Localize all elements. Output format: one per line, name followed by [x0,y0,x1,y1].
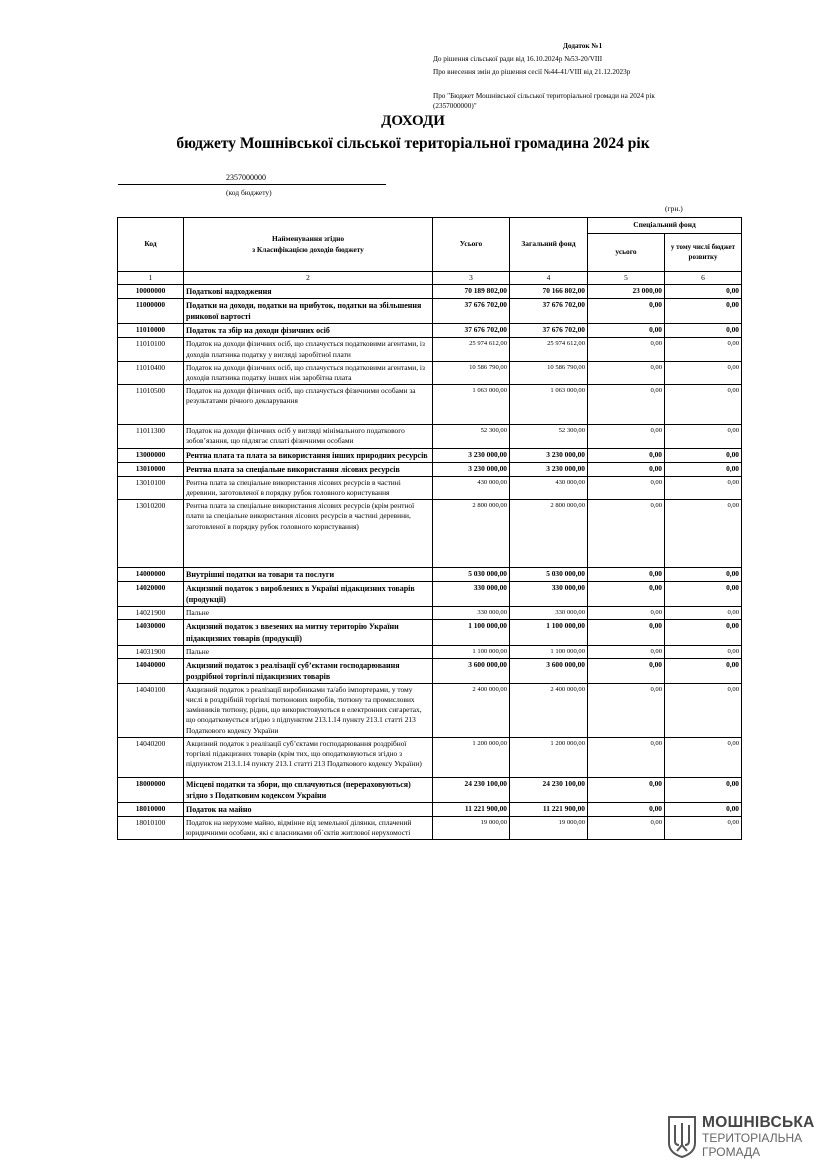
header-name [184,218,433,272]
revenue-table [117,217,742,840]
row-name: Акцизний податок з вироблених в Україні підакцизних товарів (продукції) [184,582,433,607]
row-name: Податкові надходження [184,285,433,299]
row-general-fund: 2 800 000,00 [510,500,588,568]
currency-label: (грн.) [665,204,683,213]
page-subtitle: бюджету Мошнівської сільської територіальної громадина 2024 рік [176,135,650,152]
row-total: 1 200 000,00 [433,737,510,777]
row-development-budget: 0,00 [665,448,742,462]
row-special-fund: 0,00 [588,777,665,802]
row-code: 13000000 [118,448,184,462]
decision-line: До рішення сільської ради від 16.10.2024р №53-20/VIII [433,55,603,63]
row-development-budget: 0,00 [665,777,742,802]
row-development-budget: 0,00 [665,817,742,840]
table-row [118,385,742,425]
row-special-fund: 0,00 [588,568,665,582]
row-general-fund: 52 300,00 [510,425,588,448]
row-code: 14040100 [118,683,184,737]
row-special-fund: 0,00 [588,817,665,840]
row-code: 14040200 [118,737,184,777]
row-name: Податки на доходи, податки на прибуток, податки на збільшення ринкової вартості [184,299,433,324]
row-development-budget: 0,00 [665,568,742,582]
table-row [118,500,742,568]
row-total: 3 230 000,00 [433,462,510,476]
row-name: Акцизний податок з реалізації суб’єктами господарювання роздрібної торгівлі підакцизних товарів (крім тих, що оподатковуються згідно з підпунктом 213.1.14 пункту 213.1 статті 213 Податкового кодексу України) [184,737,433,777]
table-row [118,777,742,802]
row-code: 11000000 [118,299,184,324]
row-name: Внутрішні податки на товари та послуги [184,568,433,582]
row-total: 37 676 702,00 [433,324,510,338]
table-row [118,582,742,607]
row-code: 13010000 [118,462,184,476]
row-total: 1 100 000,00 [433,645,510,658]
row-total: 19 000,00 [433,817,510,840]
table-row [118,448,742,462]
table-row [118,737,742,777]
row-name: Податок на доходи фізичних осіб, що сплачується фізичними особами за результатами річного декларування [184,385,433,425]
row-general-fund: 430 000,00 [510,476,588,499]
row-development-budget: 0,00 [665,285,742,299]
row-development-budget: 0,00 [665,645,742,658]
row-total: 1 100 000,00 [433,620,510,645]
row-development-budget: 0,00 [665,425,742,448]
row-special-fund: 0,00 [588,737,665,777]
budget-code-label: (код бюджету) [226,188,272,197]
page-title: ДОХОДИ [381,113,445,129]
row-development-budget: 0,00 [665,299,742,324]
header-special-fund: Спеціальний фонд [588,218,742,234]
column-number: 2 [184,272,433,285]
row-development-budget: 0,00 [665,462,742,476]
row-general-fund: 24 230 100,00 [510,777,588,802]
row-general-fund: 25 974 612,00 [510,338,588,361]
row-name: Акцизний податок з реалізації суб’єктами господарювання роздрібної торгівлі підакцизних товарів [184,658,433,683]
amendment-line: Про внесення змін до рішення сесії №44-41/VIII від 21.12.2023р [433,68,631,76]
row-development-budget: 0,00 [665,737,742,777]
header-total: Усього [433,218,510,272]
row-general-fund: 5 030 000,00 [510,568,588,582]
row-development-budget: 0,00 [665,607,742,620]
row-total: 24 230 100,00 [433,777,510,802]
row-special-fund: 0,00 [588,658,665,683]
row-total: 52 300,00 [433,425,510,448]
column-number: 6 [665,272,742,285]
budget-code-underline [118,184,386,185]
row-development-budget: 0,00 [665,324,742,338]
row-development-budget: 0,00 [665,802,742,816]
row-code: 11010500 [118,385,184,425]
row-total: 330 000,00 [433,582,510,607]
row-special-fund: 0,00 [588,299,665,324]
row-name: Податок та збір на доходи фізичних осіб [184,324,433,338]
table-row [118,568,742,582]
header-special-total: усього [588,234,665,272]
row-general-fund: 1 200 000,00 [510,737,588,777]
row-code: 18010100 [118,817,184,840]
table-row [118,338,742,361]
row-general-fund: 330 000,00 [510,582,588,607]
budget-decision-code-line: (2357000000)" [433,102,477,110]
row-development-budget: 0,00 [665,385,742,425]
row-code: 14020000 [118,582,184,607]
row-code: 14000000 [118,568,184,582]
table-row [118,658,742,683]
row-total: 3 230 000,00 [433,448,510,462]
row-general-fund: 3 600 000,00 [510,658,588,683]
logo-text-line1: МОШНІВСЬКА [702,1114,815,1131]
header-name-line2: з Класифікацією доходів бюджету [252,244,364,254]
row-development-budget: 0,00 [665,658,742,683]
row-general-fund: 37 676 702,00 [510,299,588,324]
row-name: Податок на доходи фізичних осіб у вигляді мінімального податкового зобов’язання, що підлягає сплаті фізичними особами [184,425,433,448]
row-special-fund: 0,00 [588,361,665,384]
row-name: Акцизний податок з ввезених на митну територію України підакцизних товарів (продукції) [184,620,433,645]
row-development-budget: 0,00 [665,620,742,645]
row-name: Рентна плата за спеціальне використання лісових ресурсів (крім рентної плати за спеціальне використання лісових ресурсів в частині деревини, заготовленої в порядку рубок головного користування) [184,500,433,568]
row-total: 25 974 612,00 [433,338,510,361]
row-name: Пальне [184,607,433,620]
row-name: Податок на доходи фізичних осіб, що сплачується податковими агентами, із доходів платника податку інших ніж заробітна плата [184,361,433,384]
row-code: 11010400 [118,361,184,384]
row-special-fund: 0,00 [588,462,665,476]
table-body [118,285,742,840]
row-development-budget: 0,00 [665,500,742,568]
row-name: Рентна плата за спеціальне використання лісових ресурсів [184,462,433,476]
row-name: Рентна плата та плата за використання інших природних ресурсів [184,448,433,462]
table-row [118,285,742,299]
row-general-fund: 1 063 000,00 [510,385,588,425]
row-general-fund: 1 100 000,00 [510,620,588,645]
row-special-fund: 0,00 [588,802,665,816]
row-special-fund: 23 000,00 [588,285,665,299]
appendix-label: Додаток №1 [563,42,603,50]
logo-text-line2: ТЕРИТОРІАЛЬНА [702,1131,803,1145]
row-general-fund: 2 400 000,00 [510,683,588,737]
row-total: 2 400 000,00 [433,683,510,737]
column-number: 1 [118,272,184,285]
header-general-fund: Загальний фонд [510,218,588,272]
row-special-fund: 0,00 [588,324,665,338]
table-row [118,476,742,499]
table-row [118,802,742,816]
table-row [118,299,742,324]
row-special-fund: 0,00 [588,582,665,607]
table-row [118,645,742,658]
table-row [118,683,742,737]
row-special-fund: 0,00 [588,448,665,462]
row-code: 18000000 [118,777,184,802]
row-development-budget: 0,00 [665,476,742,499]
row-name: Місцеві податки та збори, що сплачуються (перераховуються) згідно з Податковим кодексом України [184,777,433,802]
row-code: 11010000 [118,324,184,338]
row-total: 330 000,00 [433,607,510,620]
row-code: 10000000 [118,285,184,299]
row-code: 11011300 [118,425,184,448]
row-general-fund: 1 100 000,00 [510,645,588,658]
row-name: Пальне [184,645,433,658]
table-row [118,607,742,620]
row-special-fund: 0,00 [588,338,665,361]
row-general-fund: 37 676 702,00 [510,324,588,338]
row-total: 430 000,00 [433,476,510,499]
table-row [118,425,742,448]
row-name: Податок на нерухоме майно, відмінне від земельної ділянки, сплачений юридичними особами, які є власниками об`єктів житлової нерухомості [184,817,433,840]
row-code: 13010200 [118,500,184,568]
row-general-fund: 70 166 802,00 [510,285,588,299]
row-special-fund: 0,00 [588,425,665,448]
budget-code: 2357000000 [226,173,266,182]
row-general-fund: 10 586 790,00 [510,361,588,384]
table-row [118,817,742,840]
row-code: 14030000 [118,620,184,645]
row-total: 5 030 000,00 [433,568,510,582]
row-total: 10 586 790,00 [433,361,510,384]
column-numbers-row [118,272,742,285]
row-total: 70 189 802,00 [433,285,510,299]
table-row [118,462,742,476]
trident-emblem-icon [667,1115,697,1164]
row-general-fund: 11 221 900,00 [510,802,588,816]
row-code: 18010000 [118,802,184,816]
row-development-budget: 0,00 [665,683,742,737]
row-total: 11 221 900,00 [433,802,510,816]
row-code: 14040000 [118,658,184,683]
row-development-budget: 0,00 [665,338,742,361]
row-development-budget: 0,00 [665,582,742,607]
row-general-fund: 19 000,00 [510,817,588,840]
row-general-fund: 3 230 000,00 [510,462,588,476]
row-total: 1 063 000,00 [433,385,510,425]
row-special-fund: 0,00 [588,385,665,425]
row-special-fund: 0,00 [588,620,665,645]
row-name: Акцизний податок з реалізації виробниками та/або імпортерами, у тому числі в роздрібній торгівлі тютюнових виробів, тютюну та промислових замінників тютюну, рідин, що використовуються в електронних сигаретах, що оподатковується згідно з підпунктом 213.1.14 пункту 213.1 статті 213 Податкового кодексу України [184,683,433,737]
row-special-fund: 0,00 [588,645,665,658]
budget-decision-line: Про "Бюджет Мошнівської сільської територіальної громади на 2024 рік [433,92,655,100]
row-code: 11010100 [118,338,184,361]
table-row [118,361,742,384]
row-development-budget: 0,00 [665,361,742,384]
row-code: 13010100 [118,476,184,499]
column-number: 4 [510,272,588,285]
logo-text-line3: ГРОМАДА [702,1145,761,1159]
row-total: 37 676 702,00 [433,299,510,324]
row-special-fund: 0,00 [588,476,665,499]
table-row [118,620,742,645]
row-total: 3 600 000,00 [433,658,510,683]
row-special-fund: 0,00 [588,683,665,737]
row-general-fund: 3 230 000,00 [510,448,588,462]
row-code: 14031900 [118,645,184,658]
row-total: 2 800 000,00 [433,500,510,568]
header-code: Код [118,218,184,272]
row-general-fund: 330 000,00 [510,607,588,620]
table-row [118,324,742,338]
column-number: 5 [588,272,665,285]
column-number: 3 [433,272,510,285]
row-special-fund: 0,00 [588,500,665,568]
header-special-development: у тому числі бюджет розвитку [665,234,742,272]
row-name: Податок на майно [184,802,433,816]
row-special-fund: 0,00 [588,607,665,620]
row-name: Податок на доходи фізичних осіб, що сплачується податковими агентами, із доходів платника податку у вигляді заробітної плати [184,338,433,361]
row-name: Рентна плата за спеціальне використання лісових ресурсів в частині деревини, заготовленої в порядку рубок головного користування [184,476,433,499]
row-code: 14021900 [118,607,184,620]
header-name-line1: Найменування згідно [271,234,345,244]
